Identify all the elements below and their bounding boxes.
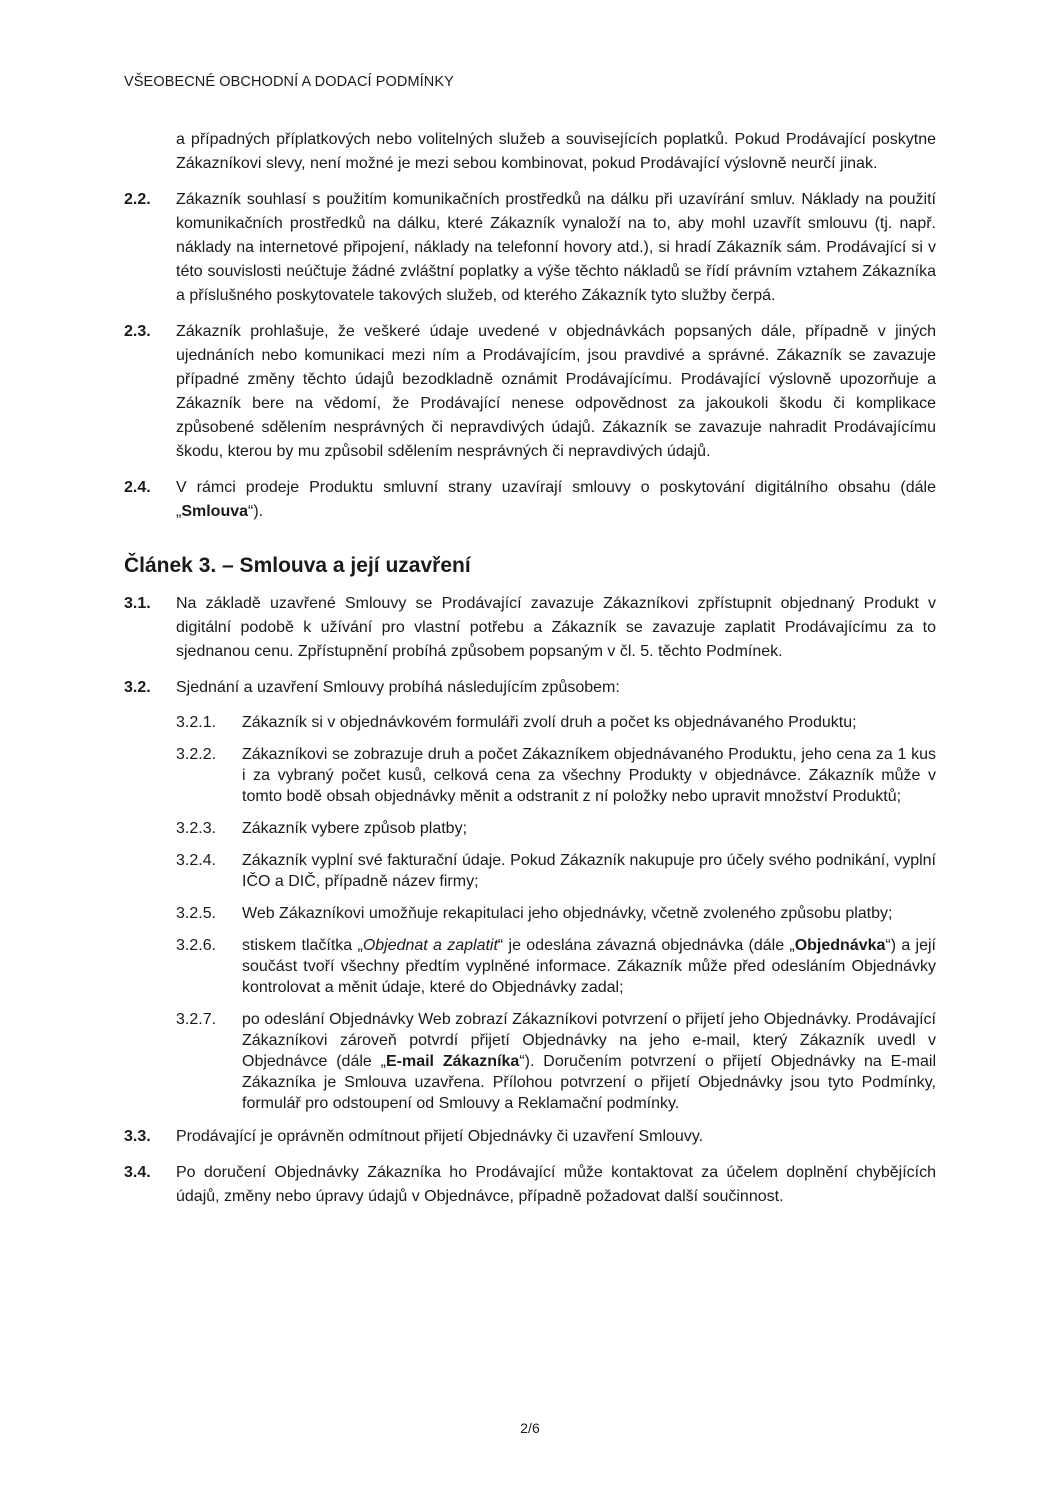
clause-number: 2.3.	[124, 323, 151, 340]
clause-3-4	[124, 1161, 936, 1209]
clause-3-1	[124, 592, 936, 664]
clause-number: 3.3.	[124, 1128, 151, 1145]
button-name: Objednat a zaplatit	[362, 937, 498, 954]
clause-text: Sjednání a uzavření Smlouvy probíhá následujícím způsobem:	[176, 679, 620, 696]
document-header: VŠEOBECNÉ OBCHODNÍ A DODACÍ PODMÍNKY	[124, 74, 454, 90]
clause-number: 3.2.	[124, 679, 151, 696]
subclause-3-2-1: 3.2.1. Zákazník si v objednávkovém formuláři zvolí druh a počet ks objednávaného Produktu;	[176, 714, 857, 731]
page-number: 2/6	[520, 1420, 540, 1436]
clause-number: 3.4.	[124, 1164, 151, 1181]
subclause-3-2-2: 3.2.2. Zákazníkovi se zobrazuje druh a počet Zákazníkem objednávaného Produktu, jeho cena za 1 kus i za vybraný počet kusů, celková cena za všechny Produkty v objednávce. Zákazník může v tomto bodě obsah objednávky měnit a odstranit z ní položky nebo upravit množství Produktů;	[176, 746, 936, 805]
clause-3-3	[124, 1125, 936, 1149]
clause-number: 2.4.	[124, 479, 151, 496]
subclause-3-2-4: 3.2.4. Zákazník vyplní své fakturační údaje. Pokud Zákazník nakupuje pro účely svého podnikání, vyplní IČO a DIČ, případně název firmy;	[176, 852, 936, 890]
clause-text: Prodávající je oprávněn odmítnout přijetí Objednávky či uzavření Smlouvy.	[176, 1128, 704, 1145]
article-heading: Článek 3. – Smlouva a její uzavření	[124, 554, 471, 577]
subclause-3-2-3: 3.2.3. Zákazník vybere způsob platby;	[176, 820, 468, 837]
clause-3-2	[124, 676, 936, 700]
clause-text: V rámci prodeje Produktu smluvní strany uzavírají smlouvy o poskytování digitálního obsahu (dále „Smlouva“).	[176, 479, 936, 520]
clause-2-3	[124, 320, 936, 464]
clause-text: Zákazník souhlasí s použitím komunikačních prostředků na dálku při uzavírání smluv. Náklady na použití komunikačních prostředků na dálku, které Zákazník vynaloží na to, aby mohl uzavřít smlouvu (tj. např. náklady na internetové připojení, náklady na telefonní hovory atd.), si hradí Zákazník sám. Prodávající si v této souvislosti neúčtuje žádné zvláštní poplatky a výše těchto nákladů se řídí právním vztahem Zákazníka a příslušného poskytovatele takových služeb, od kterého Zákazník tyto služby čerpá.	[176, 191, 936, 304]
defined-term: E-mail Zákazníka	[385, 1053, 520, 1070]
defined-term: Objednávka	[794, 937, 886, 954]
clause-text: Zákazník prohlašuje, že veškeré údaje uvedené v objednávkách popsaných dále, případně v jiných ujednáních nebo komunikaci mezi ním a Prodávajícím, jsou pravdivé a správné. Zákazník se zavazuje případné změny těchto údajů bezodkladně oznámit Prodávajícímu. Prodávající výslovně upozorňuje a Zákazník bere na vědomí, že Prodávající nenese odpovědnost za jakoukoli škodu či komplikace způsobené sdělením nesprávných či nepravdivých údajů. Zákazník se zavazuje nahradit Prodávajícímu škodu, kterou by mu způsobil sdělením nesprávných či nepravdivých údajů.	[176, 323, 936, 460]
subclause-3-2-6: 3.2.6. stiskem tlačítka „Objednat a zaplatit“ je odeslána závazná objednávka (dále „Objednávka“) a její součást tvoří všechny předtím vyplněné informace. Zákazník může před odesláním Objednávky kontrolovat a měnit údaje, které do Objednávky zadal;	[176, 937, 936, 996]
clause-2-2	[124, 188, 936, 308]
clause-2-1-continuation: a případných příplatkových nebo volitelných služeb a souvisejících poplatků. Pokud Prodávající poskytne Zákazníkovi slevy, není možné je mezi sebou kombinovat, pokud Prodávající výslovně neurčí jinak.	[176, 131, 936, 172]
clause-2-4	[124, 476, 936, 524]
clause-text: Po doručení Objednávky Zákazníka ho Prodávající může kontaktovat za účelem doplnění chybějících údajů, změny nebo úpravy údajů v Objednávce, případně požadovat další součinnost.	[176, 1164, 936, 1205]
clause-number: 3.1.	[124, 595, 151, 612]
defined-term: Smlouva	[181, 503, 249, 520]
clause-text: Na základě uzavřené Smlouvy se Prodávající zavazuje Zákazníkovi zpřístupnit objednaný Produkt v digitální podobě k užívání pro vlastní potřebu a Zákazník se zavazuje zaplatit Prodávajícímu za to sjednanou cenu. Zpřístupnění probíhá způsobem popsaným v čl. 5. těchto Podmínek.	[176, 595, 936, 660]
subclause-3-2-7: 3.2.7. po odeslání Objednávky Web zobrazí Zákazníkovi potvrzení o přijetí jeho Objednávky. Prodávající Zákazníkovi zároveň potvrdí přijetí Objednávky na jeho e-mail, který Zákazník uvedl v Objednávce (dále „E-mail Zákazníka“). Doručením potvrzení o přijetí Objednávky na E-mail Zákazníka je Smlouva uzavřena. Přílohou potvrzení o přijetí Objednávky jsou tyto Podmínky, formulář pro odstoupení od Smlouvy a Reklamační podmínky.	[176, 1011, 937, 1112]
subclause-3-2-5: 3.2.5. Web Zákazníkovi umožňuje rekapitulaci jeho objednávky, včetně zvoleného způsobu platby;	[176, 905, 893, 922]
document-body	[124, 128, 936, 1221]
clause-number: 2.2.	[124, 191, 151, 208]
